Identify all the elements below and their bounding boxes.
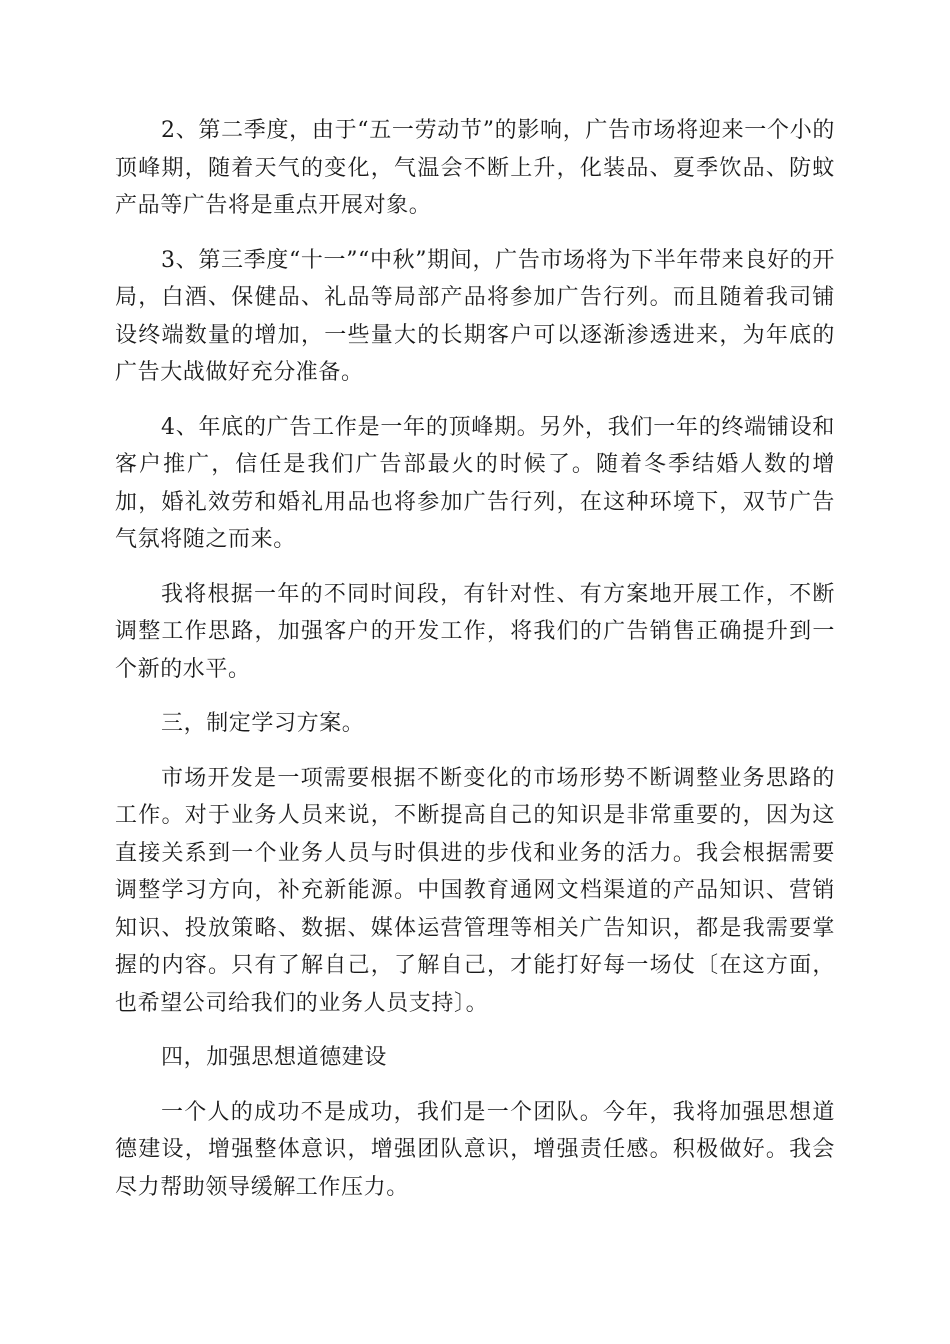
paragraph-work-plan: 我将根据一年的不同时间段，有针对性、有方案地开展工作，不断调整工作思路，加强客户的开发工作，将我们的广告销售正确提升到一个新的水平。	[115, 581, 835, 682]
document-body	[115, 112, 835, 1223]
paragraph-year-end-advertising: 4、年底的广告工作是一年的顶峰期。另外，我们一年的终端铺设和客户推广，信任是我们广告部最火的时候了。随着冬季结婚人数的增加，婚礼效劳和婚礼用品也将参加广告行列，在这种环境下，双节广告气氛将随之而来。	[115, 414, 835, 552]
paragraph-study-plan: 市场开发是一项需要根据不断变化的市场形势不断调整业务思路的工作。对于业务人员来说，不断提高自己的知识是非常重要的，因为这直接关系到一个业务人员与时俱进的步伐和业务的活力。我会根据需要调整学习方向，补充新能源。中国教育通网文档渠道的产品知识、营销知识、投放策略、数据、媒体运营管理等相关广告知识，都是我需要掌握的内容。只有了解自己，了解自己，才能打好每一场仗〔在这方面，也希望公司给我们的业务人员支持〕。	[115, 765, 835, 1016]
paragraph-q2-advertising: 2、第二季度，由于“五一劳动节”的影响，广告市场将迎来一个小的顶峰期，随着天气的变化，气温会不断上升，化装品、夏季饮品、防蚊产品等广告将是重点开展对象。	[115, 118, 835, 218]
paragraph-q3-advertising: 3、第三季度“十一”“中秋”期间，广告市场将为下半年带来良好的开局，白酒、保健品、礼品等局部产品将参加广告行列。而且随着我司铺设终端数量的增加，一些量大的长期客户可以逐渐渗透进来，为年底的广告大战做好充分准备。	[115, 247, 835, 385]
section-heading-study-plan: 三，制定学习方案。	[161, 711, 365, 736]
paragraph-ethics: 一个人的成功不是成功，我们是一个团队。今年，我将加强思想道德建设，增强整体意识，增强团队意识，增强责任感。积极做好。我会尽力帮助领导缓解工作压力。	[115, 1099, 835, 1200]
section-heading-ethics: 四，加强思想道德建设	[161, 1045, 388, 1070]
